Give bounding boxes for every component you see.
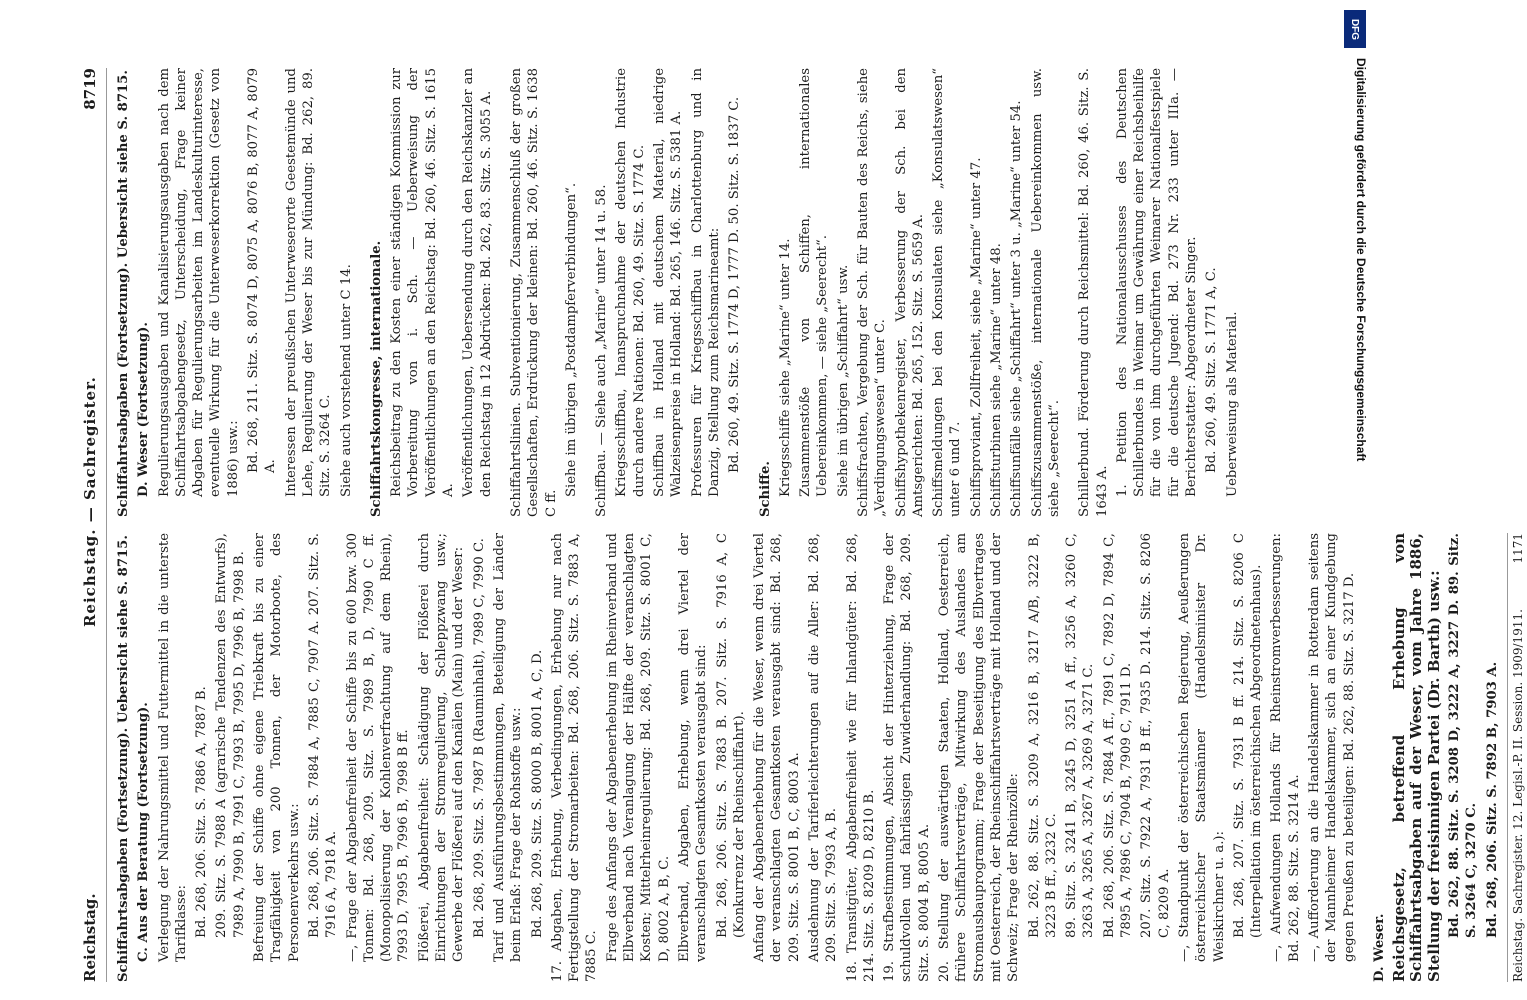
reference: 209. Sitz. S. 7988 A (agrarische Tendenzen des Entwurfs), 7989 A, 7990 B, 7991 C, 7993 B, 7995 D, 7996 B, 7998 B.: [214, 533, 247, 938]
page-header: [81, 68, 107, 982]
reference: Bd. 268, 206. Sitz. S. 7883 B. 207. Sitz. S. 7916 A, C (Konkurrenz der Rheinschiffahrt).: [714, 533, 747, 938]
header-left: Reichstag.: [81, 893, 99, 982]
page-number: 8719: [81, 68, 99, 110]
entry-heading: Schillerbund. Förderung durch Reichsmittel: Bd. 260, 46. Sitz. S. 1643 A.: [1077, 68, 1110, 517]
entry-heading: Schiffahrtsabgaben (Fortsetzung). Uebersicht siehe S. 8715.: [116, 535, 131, 982]
digitization-stamp: [1336, 10, 1376, 990]
entry-heading: Schiffszusammenstöße, internationale Uebereinkommen usw. siehe „Seerecht“.: [1029, 68, 1062, 517]
entry-heading: Reichsgesetz, betreffend Erhebung von Schiffahrtsabgaben auf der Weser, vom Jahre 1886, Stellung der freisinnigen Partei (Dr. Barth) usw.:: [1390, 533, 1443, 982]
section-heading: D. Weser.: [1371, 913, 1387, 982]
entry-heading: Schiffshypothekenregister, Verbesserung der Sch. bei den Amtsgerichten: Bd. 265, 152. Sitz. S. 5659 A.: [893, 68, 926, 517]
entry-text: Veröffentlichungen, Uebersendung durch den Reichskanzler an den Reichstag in 12 Abdrücken: Bd. 262, 83. Sitz. S. 3055 A.: [461, 68, 494, 497]
entry-heading: Schiffe.: [757, 461, 773, 517]
entry-text: Schiffbau in Holland mit deutschem Material, niedrige Walzeisenpreise in Holland: Bd. 265, 146. Sitz. S. 5381 A.: [652, 68, 685, 497]
left-column: [115, 533, 1525, 982]
dfg-logo-icon: DFG: [1344, 10, 1366, 48]
entry-text: Befreiung der Schiffe ohne eigene Triebkraft bis zu einer Tragfähigkeit von 200 Tonnen, der Motorboote, des Personenverkehrs usw.:: [252, 533, 302, 962]
entry-text: Ueberweisung als Material.: [1224, 311, 1240, 497]
entry-text: Interessen der preußischen Unterweserorte Geestemünde und Lehe, Regulierung der Weser bis zur Mündung: Bd. 262, 89. Sitz. S. 3264 C.: [283, 68, 334, 497]
entry-text: —, Frage der Abgabenfreiheit der Schiffe bis zu 600 bzw. 300 Tonnen: Bd. 268, 209. Sitz. S. 7989 B, D, 7990 C ff. (Monopolisierung der Kohlenverfrachtung auf dem Rhein), 7993 D, 7995 B, 7996 B, 7998 B ff.: [344, 533, 412, 962]
entry-text: Tarif und Ausführungsbestimmungen, Beteiligung der Länder beim Erlaß: Frage der Rohstoffe usw.:: [491, 533, 525, 962]
reference: Bd. 268, 209. Sitz. S. 8000 B, 8001 A, C, D.: [529, 649, 545, 938]
reference: Bd. 260, 49. Sitz. S. 1774 D, 1777 D. 50. Sitz. S. 1837 C.: [727, 96, 743, 473]
entry-text: Siehe im übrigen „Postdampferverbindungen“.: [563, 182, 579, 497]
footer-sheet-number: 1171: [1510, 533, 1525, 564]
section-heading: C. Aus der Beratung (Fortsetzung).: [136, 702, 152, 962]
reference: Bd. 268, 211. Sitz. S. 8074 D, 8075 A, 8076 B, 8077 A, 8079 A.: [246, 68, 279, 473]
entry-heading: Schiffsfrachten, Vergebung der Sch. für Bauten des Reichs, siehe „Verdingungswesen“ unter C.: [855, 68, 889, 517]
section-heading: D. Weser (Fortsetzung).: [136, 322, 152, 497]
entry-heading: Schiffahrtsabgaben (Fortsetzung). Uebersicht siehe S. 8715.: [116, 70, 131, 517]
entry-text: Frage des Anfangs der Abgabenerhebung im Rheinverband und Elbverband nach Veranlagung der Hälfte der veranschlagten Kosten; Mittelrheinregulierung: Bd. 268, 209. Sitz. S. 8001 C, D, 8002 A, B, C.: [604, 533, 672, 962]
reference: Bd. 268, 206. Sitz. S. 7884 A ff., 7891 C, 7892 D, 7894 C, 7895 A, 7896 C, 7904 B, 7909 C, 7911 D.: [1101, 533, 1135, 938]
entry-heading: Schiffahrtslinien. Subventionierung, Zusammenschluß der großen Gesellschaften, Erdrückung der kleinen: Bd. 260, 46. Sitz. S. 1638 C ff.: [508, 68, 559, 517]
entry-text: Zusammenstöße von Schiffen, internationales Uebereinkommen, — siehe „Seerecht“.: [798, 68, 831, 497]
entry-heading: Schiffahrtskongresse, internationale.: [368, 240, 384, 517]
entry-text: Verlegung der Nahrungsmittel und Futtermittel in die unterste Tarifklasse:: [156, 533, 189, 962]
entry-text: —, Aufforderung an die Handelskammer in Rotterdam seitens der Mannheimer Handelskammer, sich an einer Kundgebung gegen Preußen zu beteiligen: Bd. 262, 88. Sitz. S. 3217 D.: [1307, 533, 1357, 962]
reference: Bd. 268, 206. Sitz. S. 7884 A, 7885 C, 7907 A. 207. Sitz. S. 7916 A, 7918 A.: [306, 533, 340, 938]
entry-text: Regulierungsausgaben und Kanalisierungsausgaben nach dem Schiffahrtsabgabengesetz, Unterscheidung, Frage keiner Abgaben für Regulierungsarbeiten im Landeskulturinteresse, eventuelle Wirkung für die Unterweserkorrektion (Gesetz von 1886) usw.:: [156, 68, 241, 497]
funding-notice: Digitalisierung gefördert durch die Deutsche Forschungsgemeinschaft: [1354, 58, 1368, 462]
entry-text: Professuren für Kriegsschiffbau in Charlottenburg und in Danzig, Stellung zum Reichsmarineamt:: [689, 68, 722, 497]
entry-text: Flößerei, Abgabenfreiheit: Schädigung der Flößerei durch Einrichtungen der Stromregulierung, Schleppzwang usw.; Gewerbe der Flößerei auf den Kanälen (Main) und der Weser:: [416, 533, 467, 962]
entry-text: —, Aufwendungen Hollands für Rheinstromverbesserungen: Bd. 262, 88. Sitz. S. 3214 A.: [1269, 533, 1302, 962]
header-title: Reichstag. — Sachregister.: [81, 376, 99, 628]
reference: Bd. 268, 207. Sitz. S. 7931 B ff. 214. Sitz. S. 8206 C (Interpellation im österreichischen Abgeordnetenhaus).: [1231, 533, 1265, 938]
entry-text: Siehe auch vorstehend unter C 14.: [338, 264, 354, 497]
reference: 89. Sitz. S. 3241 B, 3245 D, 3251 A ff., 3256 A, 3260 C, 3263 A, 3265 A, 3267 A, 3269 A, 3271 C.: [1064, 533, 1097, 938]
reference: Bd. 268, 209. Sitz. S. 7987 B (Rauminhalt), 7989 C, 7990 C.: [471, 538, 487, 938]
reference: Bd. 262, 88. Sitz. S. 3208 D, 3222 A, 3227 D. 89. Sitz. S. 3264 C, 3270 C.: [1447, 533, 1480, 938]
entry-heading: Schiffsunfälle siehe „Schiffahrt“ unter 3 u. „Marine“ unter 54.: [1009, 100, 1025, 517]
numbered-entry: 20. Stellung der auswärtigen Staaten, Holland, Oesterreich, frühere Schiffahrtsverträge, Mitwirkung des Auslandes am Stromausbauprogramm; Frage der Beseitigung des Elbvertrages mit Oesterreich, der Rheinschiffahrtsverträge mit Holland und der Schweiz; Frage der Rheinzölle:: [937, 533, 1022, 982]
entry-text: Ausdehnung der Tariferleichterungen auf die Aller: Bd. 268, 209. Sitz. S. 7993 A, B.: [806, 533, 840, 962]
numbered-entry: 18. Transitgüter, Abgabenfreiheit wie für Inlandgüter: Bd. 268, 214. Sitz. S. 8209 D, 8210 B.: [844, 533, 877, 982]
entry-heading: Schiffbau. — Siehe auch „Marine“ unter 14 u. 58.: [594, 184, 610, 517]
entry-text: Siehe im übrigen „Schiffahrt“ usw.: [835, 264, 851, 497]
numbered-entry: 17. Abgaben, Erhebung, Verbedingungen, Erhebung nur nach Fertigstellung der Stromarbeiten: Bd. 268, 206. Sitz. S. 7883 A, 7885 C.: [549, 533, 600, 982]
reference: 207. Sitz. S. 7922 A, 7931 B ff., 7935 D. 214. Sitz. S. 8206 C, 8209 A.: [1139, 533, 1172, 938]
numbered-entry: 19. Strafbestimmungen, Absicht der Hinterziehung, Frage der schuldvollen und fahrlässigen Zuwiderhandlung: Bd. 268, 209. Sitz. S. 8004 B, 8005 A.: [882, 533, 932, 982]
entry-text: Kriegsschiffe siehe „Marine“ unter 14.: [777, 238, 793, 497]
footer-source: Reichstag. Sachregister. 12. Legisl.-P. II. Session. 1909/1911.: [1510, 609, 1525, 982]
entry-heading: Schiffsturbinen siehe „Marine“ unter 48.: [989, 243, 1005, 517]
entry-text: 1. Petition des Nationalausschusses des Deutschen Schillerbundes in Weimar um Gewährung einer Reichsbeihilfe für die von ihm durchgeführten Weimarer Nationalfestspiele für die deutsche Jugend: Bd. 273 Nr. 233 unter IIIa. — Berichterstatter: Abgeordneter Singer.: [1114, 68, 1200, 497]
entry-heading: Schiffsproviant, Zollfreiheit, siehe „Marine“ unter 47.: [968, 157, 984, 517]
reference: Bd. 262, 88. Sitz. S. 3209 A, 3216 B, 3217 A/B, 3222 B, 3223 B ff., 3232 C.: [1026, 533, 1059, 938]
entry-text: —, Standpunkt der österreichischen Regierung, Aeußerungen österreichischer Staatsmänner (Handelsminister Dr. Weiskirchner u. a.):: [1176, 533, 1227, 962]
reference: Bd. 268, 206. Sitz. S. 7892 B, 7903 A.: [1484, 661, 1500, 938]
entry-text: Elbverband, Abgaben, Erhebung, wenn drei Viertel der veranschlagten Gesamtkosten verausgabt sind:: [676, 533, 710, 962]
entry-text: Kriegsschiffbau, Inanspruchnahme der deutschen Industrie durch andere Nationen: Bd. 260, 49. Sitz. S. 1774 C.: [614, 68, 647, 497]
page-footer: [1507, 533, 1527, 982]
entry-heading: Schiffsmeldungen bei den Konsulaten siehe „Konsulatswesen“ unter 6 und 7.: [931, 68, 964, 517]
right-column: [115, 68, 1305, 517]
reference: Bd. 268, 206. Sitz. S. 7886 A, 7887 B.: [194, 686, 210, 938]
entry-text: Anfang der Abgabenerhebung für die Weser, wenn drei Viertel der veranschlagten Gesamtkosten verausgabt sind: Bd. 268, 209. Sitz. S. 8001 B, C, 8003 A.: [752, 533, 802, 962]
entry-text: Reichsbeitrag zu den Kosten einer ständigen Kommission zur Vorbereitung von i. Sch. — Ueberweisung der Veröffentlichungen an den Reichstag: Bd. 260, 46. Sitz. S. 1615 A.: [389, 68, 457, 497]
reference: Bd. 260, 49. Sitz. S. 1771 A, C.: [1204, 267, 1220, 473]
